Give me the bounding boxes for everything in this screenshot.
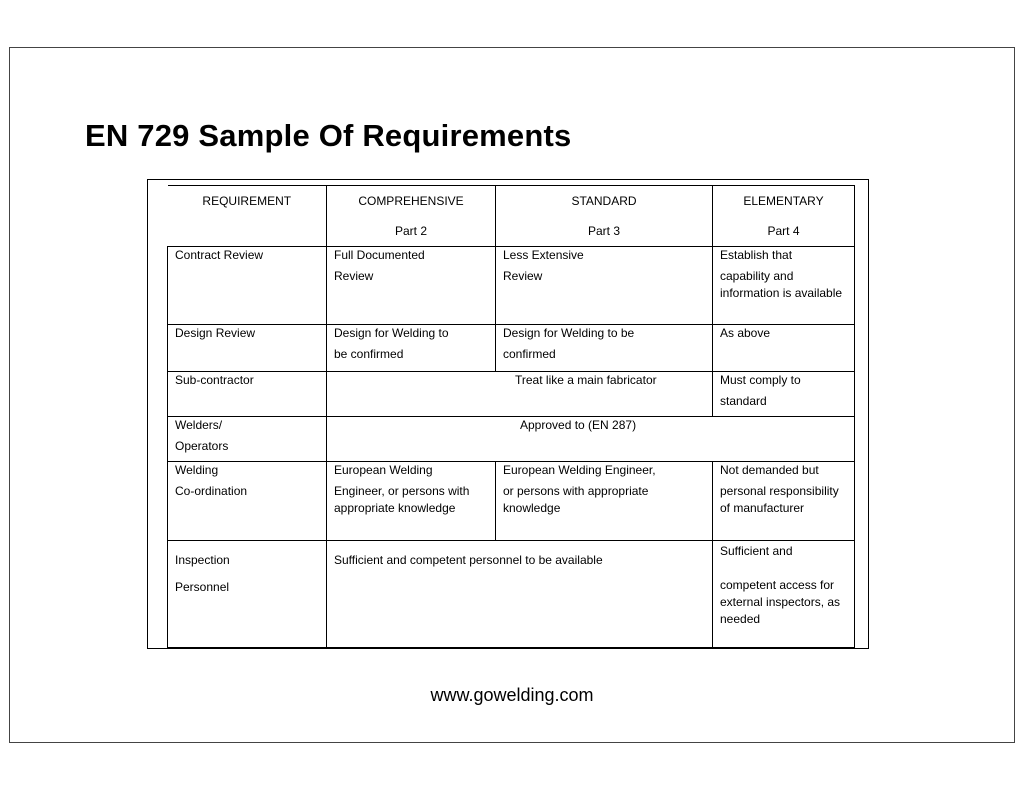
table-header-row [168, 186, 855, 217]
cell-comprehensive: European Welding Engineer, or persons with appropriate knowledge [327, 462, 496, 541]
table-part-row [168, 216, 855, 247]
part-standard: Part 3 [496, 216, 713, 247]
cell-elementary: Establish that capability and information is available [713, 247, 855, 325]
table-row [168, 372, 855, 417]
footer-url: www.gowelding.com [430, 685, 594, 705]
header-standard: STANDARD [496, 186, 713, 217]
cell-requirement: Welding Co-ordination [168, 462, 327, 541]
cell-standard: Design for Welding to be confirmed [496, 325, 713, 372]
cell-requirement: Design Review [168, 325, 327, 372]
part-requirement [168, 216, 327, 247]
cell-standard: Less Extensive Review [496, 247, 713, 325]
cell-requirement: Welders/ Operators [168, 417, 327, 462]
page-title: EN 729 Sample Of Requirements [85, 118, 572, 153]
cell-comprehensive: Design for Welding to be confirmed [327, 325, 496, 372]
cell-elementary: Sufficient and competent access for external inspectors, as needed [713, 541, 855, 648]
cell-elementary: Must comply to standard [713, 372, 855, 417]
cell-merged: Approved to (EN 287) [327, 417, 855, 462]
cell-comprehensive: Full Documented Review [327, 247, 496, 325]
requirements-table [167, 185, 855, 648]
cell-elementary: Not demanded but personal responsibility of manufacturer [713, 462, 855, 541]
part-elementary: Part 4 [713, 216, 855, 247]
cell-requirement: Sub-contractor [168, 372, 327, 417]
cell-requirement: Inspection Personnel [168, 541, 327, 648]
cell-elementary: As above [713, 325, 855, 372]
table-row [168, 247, 855, 325]
cell-requirement: Contract Review [168, 247, 327, 325]
header-comprehensive: COMPREHENSIVE [327, 186, 496, 217]
part-comprehensive: Part 2 [327, 216, 496, 247]
table-row [168, 541, 855, 648]
cell-standard: European Welding Engineer, or persons with appropriate knowledge [496, 462, 713, 541]
cell-merged: Treat like a main fabricator [327, 372, 713, 417]
table-row [168, 462, 855, 541]
table-row [168, 417, 855, 462]
header-elementary: ELEMENTARY [713, 186, 855, 217]
cell-merged: Sufficient and competent personnel to be available [327, 541, 713, 648]
header-requirement: REQUIREMENT [168, 186, 327, 217]
table-row [168, 325, 855, 372]
